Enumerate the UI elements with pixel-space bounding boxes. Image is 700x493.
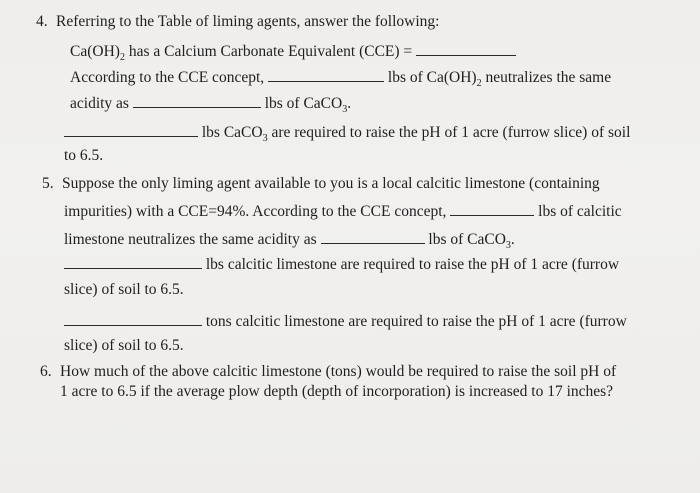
question-4-intro: 4. Referring to the Table of liming agents, answer the following:	[36, 13, 440, 30]
question-4-cce-line: $Ca(OH)_2$ has a Calcium Carbonate Equivalent (CCE) =	[70, 41, 516, 61]
question-4-number: 4.	[36, 13, 48, 30]
question-4-raise-line: lbs CaCO$_3$ are required to raise the pH of 1 acre (furrow slice) of soil	[64, 122, 630, 142]
caco3-required-blank[interactable]	[64, 122, 198, 137]
calcitic-caco3-blank[interactable]	[321, 229, 425, 244]
cce-blank[interactable]	[416, 41, 516, 56]
question-5-line-7: slice) of soil to 6.5.	[64, 337, 184, 354]
question-5-line-2: impurities) with a CCE=94%. According to the CCE concept, lbs of calcitic	[64, 203, 622, 220]
question-5-number: 5.	[42, 175, 54, 192]
question-5-line-3: limestone neutralizes the same acidity as lbs of CaCO$_3$.	[64, 231, 515, 252]
question-6-line-1: 6. How much of the above calcitic limestone (tons) would be required to raise the soil pH of	[40, 363, 617, 380]
question-4-concept-line: According to the CCE concept, lbs of $Ca(OH)_2$ neutralizes the same	[70, 69, 612, 90]
question-6-number: 6.	[40, 363, 52, 380]
caco3-lbs-blank[interactable]	[133, 93, 261, 108]
question-5-line-6: tons calcitic limestone are required to raise the pH of 1 acre (furrow	[64, 311, 627, 331]
question-4-raise-end: to 6.5.	[64, 147, 104, 164]
question-4-acidity-line: acidity as lbs of CaCO$_3$.	[70, 95, 352, 116]
calcitic-required-lbs-blank[interactable]	[64, 254, 202, 269]
question-5-line-4: lbs calcitic limestone are required to raise the pH of 1 acre (furrow	[64, 254, 619, 274]
caoh2-lbs-blank[interactable]	[268, 67, 384, 82]
calcitic-lbs-blank[interactable]	[450, 201, 534, 216]
question-5-line-1: 5. Suppose the only liming agent available to you is a local calcitic limestone (containing	[42, 175, 600, 192]
question-6-line-2: 1 acre to 6.5 if the average plow depth (depth of incorporation) is increased to 17 inches?	[60, 383, 614, 400]
calcitic-required-tons-blank[interactable]	[64, 311, 202, 326]
question-5-line-5: slice) of soil to 6.5.	[64, 281, 184, 298]
